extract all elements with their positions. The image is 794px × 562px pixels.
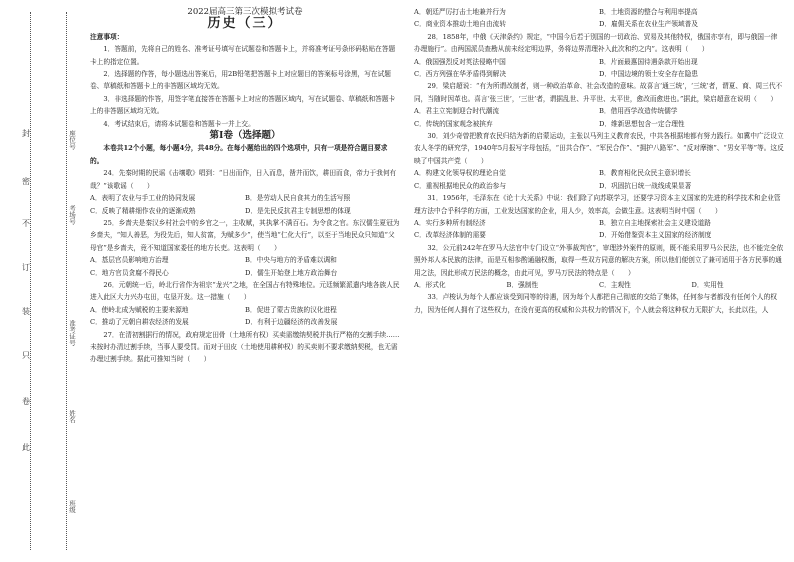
section-title: 第Ⅰ卷（选择题）: [209, 130, 281, 142]
answer-option: A．使岭北成为赋税的主要来源地: [90, 305, 189, 314]
question: [90, 167, 400, 217]
right-question-list: [414, 31, 784, 316]
option-row: [414, 279, 784, 291]
option-row: [90, 254, 400, 266]
seal-glyph: 装: [22, 307, 30, 316]
field-seat-number: 座位号: [68, 130, 76, 150]
question: [90, 217, 400, 279]
answer-option: C．地方官员贪腐不得民心: [90, 268, 169, 277]
answer-option: B．强制性: [506, 280, 539, 289]
answer-option: D．中国边境的领土安全存在隐患: [599, 70, 698, 79]
seal-glyph: 只: [22, 351, 30, 360]
answer-option: B．是劳动人民自食其力的生活写照: [245, 194, 351, 203]
answer-option: A．构建文化领导权的理论自觉: [414, 169, 506, 178]
seal-glyph: 此: [22, 443, 30, 452]
subject-title: 历史（三）: [207, 16, 283, 32]
answer-option: C．改革经济体制的需要: [414, 231, 486, 240]
left-question-list: [90, 167, 400, 366]
field-name: 姓名: [68, 410, 76, 423]
option-row: [90, 205, 400, 217]
question: [90, 279, 400, 329]
answer-option: D．开始借鉴资本主义国家的经济制度: [599, 231, 712, 240]
field-class: 班级: [68, 500, 76, 513]
answer-option: A．俄国强烈反对英法侵略中国: [414, 57, 506, 66]
answer-option: D．维新思想包含一定合理性: [599, 119, 685, 128]
note-item: 3．非选择题的作答，用签字笔直接答在答题卡上对应的答题区域内，写在试题卷、草稿纸和答题卡上的非答题区域均无效。: [90, 94, 396, 116]
answer-option: D．巩固抗日统一战线成果显著: [599, 181, 692, 190]
option-row: [414, 6, 784, 18]
answer-option: D．儒生开始登上地方政治舞台: [245, 268, 338, 277]
answer-option: D．有利于边疆经济的改善发展: [245, 318, 338, 327]
question: [90, 329, 400, 366]
question-stem: 24．先秦时期的民谣《击壤歌》唱到：“日出而作，日入而息，凿井而饮，耕田而食，帝力于我何有哉？”该歌谣（ ）: [90, 169, 397, 190]
answer-option: C．重视根据地民众的政治参与: [414, 181, 507, 190]
seal-glyph: 密: [22, 177, 30, 186]
answer-option: A．表明了农业与手工业的协同发展: [90, 194, 196, 203]
note-item: 4．考试结束后，请将本试题卷和答题卡一并上交。: [103, 119, 255, 128]
option-row: [414, 18, 784, 30]
option-row: [414, 118, 784, 130]
seal-glyph: 订: [22, 263, 30, 272]
answer-option: A．君主立宪制迎合时代潮流: [414, 107, 500, 116]
seal-glyph: 封: [22, 129, 30, 138]
question: [414, 291, 784, 316]
field-exam-room: 考场号: [68, 205, 76, 225]
question-stem: 26．元朝统一后，岭北行省作为祖宗“龙兴”之地，在全国占有特殊地位。元廷频繁派遣内地各族人民进入此区大力兴办屯田，屯垦开发。这一措施（ ）: [90, 280, 400, 302]
option-row: [90, 316, 400, 328]
question: [414, 31, 784, 81]
answer-option: D．雇佣关系在农业生产领域普及: [599, 20, 698, 29]
answer-option: C．反映了精耕细作农业的逐渐成熟: [90, 206, 196, 215]
notes-heading: 注意事项：: [90, 32, 124, 41]
seal-glyph: 不: [22, 219, 30, 228]
question-stem: 28．1858年，中俄《天津条约》规定，“中国今后若于别国的一切政治、贸易及其他特权，俄国亦享有，即与俄国一律办理施行”。由两国派员查勘从前未经定明边界，务将边界清理补入此次和约之内”。这表明（ ）: [414, 32, 778, 54]
question: [414, 80, 784, 130]
option-row: [414, 229, 784, 241]
note-item: 2．选择题的作答，每小题选出答案后，用2B铅笔把答题卡上对应题目的答案标号涂黑，写在试题卷、草稿纸和答题卡上的非答题区域均无效。: [90, 70, 391, 91]
question: [414, 130, 784, 192]
seal-glyph: 卷: [22, 397, 30, 406]
option-row: [414, 105, 784, 117]
answer-option: A．实行多种所有制经济: [414, 218, 486, 227]
question: [414, 242, 784, 292]
answer-option: C．西方列强在华矛盾得到解决: [414, 70, 507, 79]
question: [414, 192, 784, 242]
option-row: [90, 304, 400, 316]
answer-option: B．中央与地方的矛盾难以调和: [245, 256, 337, 265]
answer-option: B．土地资源的整合与利用率提高: [599, 8, 698, 16]
answer-option: B．借用西学改造传统儒学: [599, 107, 678, 116]
answer-option: B．教育相化民众民主意识增长: [599, 169, 691, 178]
question-stem: 25．乡啬夫是秦汉乡村社会中的乡官之一，主收赋，其执掌不满百石。为令食之官。东汉儒生夏冠为乡啬夫，“知人善恶，为役先后，知人贫富，为赋多少”，使当地“仁化大行”，以至于当地民众只知道“父母官”是乡啬夫，竟不知道国家委任的地方长吏。这表明（ ）: [90, 218, 400, 252]
q27-options: [414, 6, 784, 31]
answer-option: D．是先民反抗君主专制思想的体现: [245, 206, 351, 215]
answer-option: A．基层官员影响地方治理: [90, 256, 169, 265]
answer-option: B．促进了蒙古贵族的汉化进程: [245, 305, 337, 314]
answer-option: C．商业资本推动土地自由流转: [414, 20, 507, 29]
field-candidate-number: 准考证号: [68, 320, 76, 346]
question-stem: 29．梁启超说：“有为所谓改制者，则一种政治革命、社会改造的意味。故喜言‘通三统’，‘三统’者，谓夏、商、周三代不同，当随时因革也。喜言‘张三世’，‘三世’者，谓据乱世、升平世、太平世，愈改而愈进也。”据此，梁启超意在说明（ ）: [414, 82, 783, 103]
seal-line: [66, 12, 67, 550]
paper-title: 2022届高三第三次模拟考试卷: [187, 7, 303, 17]
answer-option: C．主观性: [599, 280, 631, 289]
binding-margin: [0, 0, 86, 562]
answer-option: D．实用性: [691, 280, 724, 289]
option-row: [90, 192, 400, 204]
question-stem: 30．刘少奇曾把教育农民归结为新的启蒙运动，主张以马列主义教育农民，中共各根据地都有努力践行。如冀中广泛设立农人冬学的研究学，1940年5月报写字母包括，“田共合作”、“军民合作”、“拥护八路军”、“反对摩擦”、“男女平等”等。这反映了中国共产党（ ）: [414, 132, 784, 165]
answer-option: A．形式化: [414, 280, 446, 289]
section-instruction: 本卷共12个小题，每小题4分，共48分。在每小题给出的四个选项中，只有一项是符合题目要求的。: [90, 144, 388, 165]
option-row: [414, 56, 784, 68]
answer-option: A．朝廷严厉打击土地兼并行为: [414, 8, 506, 16]
answer-option: B．片面最惠国待遇条款开始出现: [599, 57, 698, 66]
right-column: [414, 6, 784, 316]
option-row: [414, 180, 784, 192]
question-stem: 27．在清初割据行的情况，政府规定田骨（土地所有权）买卖需缴纳契税并执行严格的交割手续……未按时办清过割手续，当事人要受罚。而对于田皮（土地使用耕种权）的买卖则不要求缴纳契税，也无需办理过割手续。据此可推知当时（ ）: [90, 330, 400, 364]
left-column: [90, 6, 400, 366]
option-row: [90, 267, 400, 279]
option-row: [414, 217, 784, 229]
option-row: [414, 167, 784, 179]
answer-option: C．传统的国家观念被摈弃: [414, 119, 493, 128]
note-item: 1．答题前，先将自己的姓名、准考证号填写在试题卷和答题卡上，并将准考证号条形码粘贴在答题卡上的指定位置。: [90, 45, 396, 66]
question-stem: 31．1956年，毛泽东在《论十大关系》中说：我们除了向苏联学习，还要学习资本主义国家的先进的科学技术和企业管理方法中合乎科学的方面，工业发达国家的企业，用人少，效率高，会做生意。这表明当时中国（ ）: [414, 194, 781, 215]
answer-option: B．独立自主地探索社会主义建设道路: [599, 218, 711, 227]
seal-line: [30, 12, 31, 550]
option-row: [414, 68, 784, 80]
question-stem: 33．卢梭认为每个人都应该受到同等的待遇，因为每个人都把自己彻底的交给了集体，任何参与者都没有任何个人的权力，因为任何人拥有了这些权力，在没有更高的权威和公共权力的情况下，个人就会将这种权力无限扩大，长此以往，人: [414, 293, 777, 314]
answer-option: C．推动了元朝自耕农经济的发展: [90, 318, 189, 327]
question-stem: 32．公元前242年在罗马大法官中专门设立“外事裁判官”，审理涉外案件的原则，既不能采用罗马公民法，也不能完全依照外邦人本民族的法律，而是互相参酌通融权衡，取得一些双方同意的解决方案，所以他们便创立了兼可适用于各方民事的通用之法，因此形成万民法的概念，由此可见，罗马万民法的特点是（ ）: [414, 243, 784, 277]
